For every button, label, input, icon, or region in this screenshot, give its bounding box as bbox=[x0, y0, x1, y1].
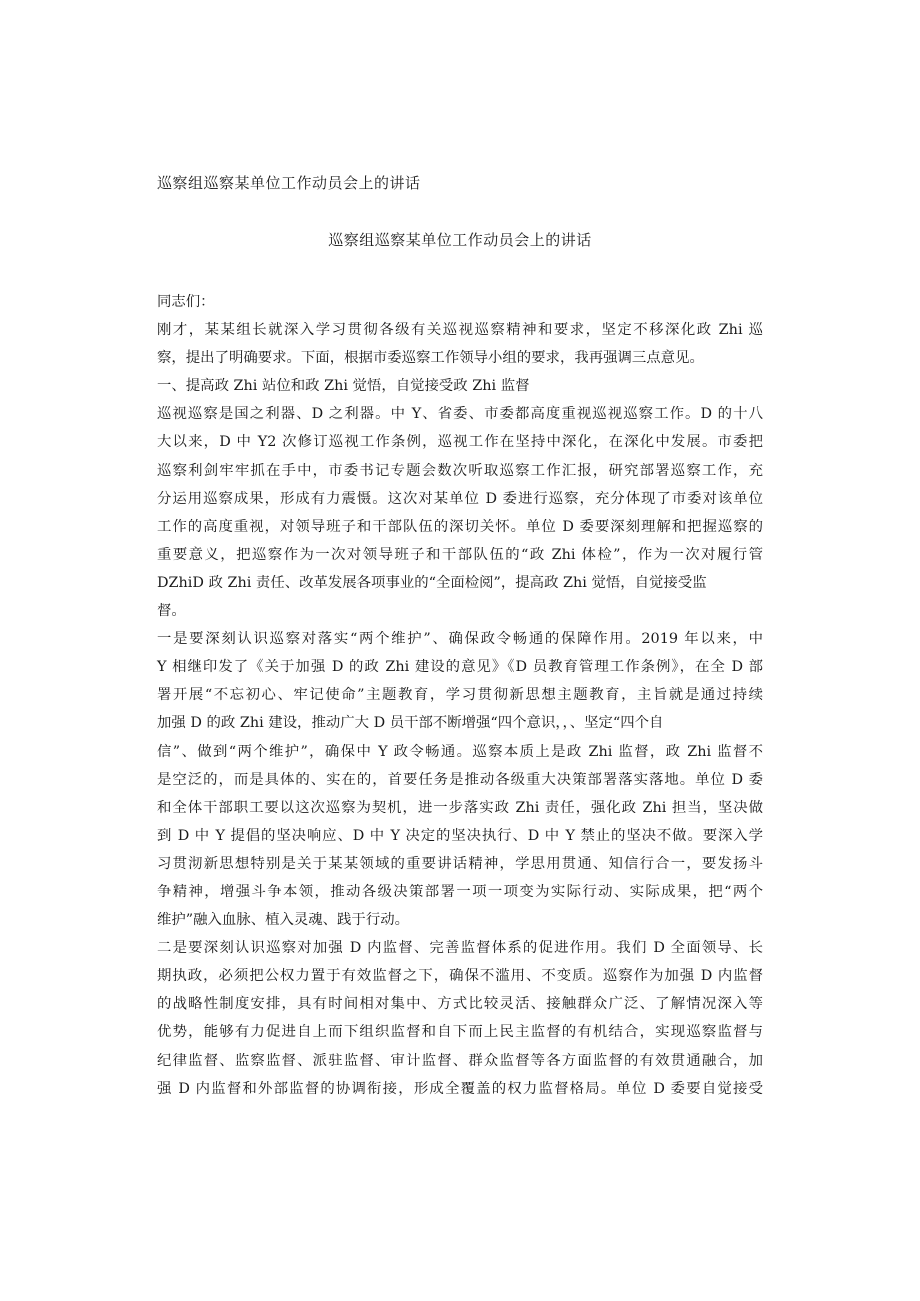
text-line: 大以来，D 中 Y2 次修订巡视工作条例，巡视工作在坚持中深化，在深化中发展。市委把 bbox=[157, 434, 763, 451]
text-line: 和全体干部职工要以这次巡察为契机，进一步落实政 Zhi 责任，强化政 Zhi 担当，坚决做 bbox=[157, 799, 763, 816]
text-line: 维护”融入血脉、植入灵魂、践于行动。 bbox=[157, 912, 409, 929]
text-line: 信”、做到“两个维护”，确保中 Y 政令畅通。巡察本质上是政 Zhi 监督，政 Zhi 监督不 bbox=[157, 743, 763, 760]
document-header-label: 巡察组巡察某单位工作动员会上的讲话 bbox=[157, 174, 421, 192]
text-line: DZhiD 政 Zhi 责任、改革发展各项事业的“全面检阅”，提高政 Zhi 觉悟，自觉接受监 bbox=[157, 574, 707, 591]
text-line: 巡视巡察是国之利器、D 之利器。中 Y、省委、市委都高度重视巡视巡察工作。D 的十八 bbox=[157, 406, 763, 423]
text-line: 是空泛的，而是具体的、实在的，首要任务是推动各级重大决策部署落实落地。单位 D 委 bbox=[157, 771, 763, 788]
text-line: 的战略性制度安排，具有时间相对集中、方式比较灵活、接触群众广泛、了解情况深入等 bbox=[157, 996, 763, 1013]
text-line: 同志们： bbox=[157, 294, 215, 310]
text-line: 期执政，必须把公权力置于有效监督之下，确保不滥用、不变质。巡察作为加强 D 内监督 bbox=[157, 968, 763, 985]
text-line: 工作的高度重视，对领导班子和干部队伍的深切关怀。单位 D 委要深刻理解和把握巡察的 bbox=[157, 518, 763, 535]
text-line: 加强 D 的政 Zhi 建设，推动广大 D 员干部不断增强“四个意识，，、坚定“四个自 bbox=[157, 715, 664, 732]
text-line: 分运用巡察成果，形成有力震慑。这次对某单位 D 委进行巡察，充分体现了市委对该单位 bbox=[157, 490, 763, 507]
document-body bbox=[157, 288, 763, 1103]
text-line: 一是要深刻认识巡察对落实“两个维护”、确保政令畅通的保障作用。2019 年以来，中 bbox=[157, 631, 763, 648]
text-line: 刚才，某某组长就深入学习贯彻各级有关巡视巡察精神和要求，坚定不移深化政 Zhi 巡 bbox=[157, 322, 763, 339]
text-line: 署开展“不忘初心、牢记使命”主题教育，学习贯彻新思想主题教育，主旨就是通过持续 bbox=[157, 687, 763, 704]
text-line: 强 D 内监督和外部监督的协调衔接，形成全覆盖的权力监督格局。单位 D 委要自觉接受 bbox=[157, 1080, 763, 1097]
document-title: 巡察组巡察某单位工作动员会上的讲话 bbox=[328, 231, 592, 249]
text-line: Y 相继印发了《关于加强 D 的政 Zhi 建设的意见》《D 员教育管理工作条例》，在全 D 部 bbox=[157, 659, 763, 676]
text-line: 一、提高政 Zhi 站位和政 Zhi 觉悟，自觉接受政 Zhi 监督 bbox=[157, 378, 530, 395]
text-line: 察，提出了明确要求。下面，根据市委巡察工作领导小组的要求，我再强调三点意见。 bbox=[157, 350, 704, 367]
text-line: 重要意义，把巡察作为一次对领导班子和干部队伍的“政 Zhi 体检”，作为一次对履行管 bbox=[157, 546, 763, 563]
text-line: 优势，能够有力促进自上而下组织监督和自下而上民主监督的有机结合，实现巡察监督与 bbox=[157, 1024, 763, 1041]
text-line: 二是要深刻认识巡察对加强 D 内监督、完善监督体系的促进作用。我们 D 全面领导、长 bbox=[157, 940, 763, 957]
text-line: 巡察利剑牢牢抓在手中，市委书记专题会数次听取巡察工作汇报，研究部署巡察工作，充 bbox=[157, 462, 763, 479]
text-line: 习贯沏新思想特别是关于某某领域的重要讲话精神，学思用贯通、知信行合一，要发扬斗 bbox=[157, 855, 763, 872]
text-line: 到 D 中 Y 提倡的坚决响应、D 中 Y 决定的坚决执行、D 中 Y 禁止的坚决不做。要深入学 bbox=[157, 827, 763, 844]
text-line: 督。 bbox=[157, 603, 186, 620]
text-line: 纪律监督、监察监督、派驻监督、审计监督、群众监督等各方面监督的有效贯通融合，加 bbox=[157, 1052, 763, 1069]
text-line: 争精神，增强斗争本领，推动各级决策部署一项一项变为实际行动、实际成果，把“两个 bbox=[157, 883, 763, 900]
